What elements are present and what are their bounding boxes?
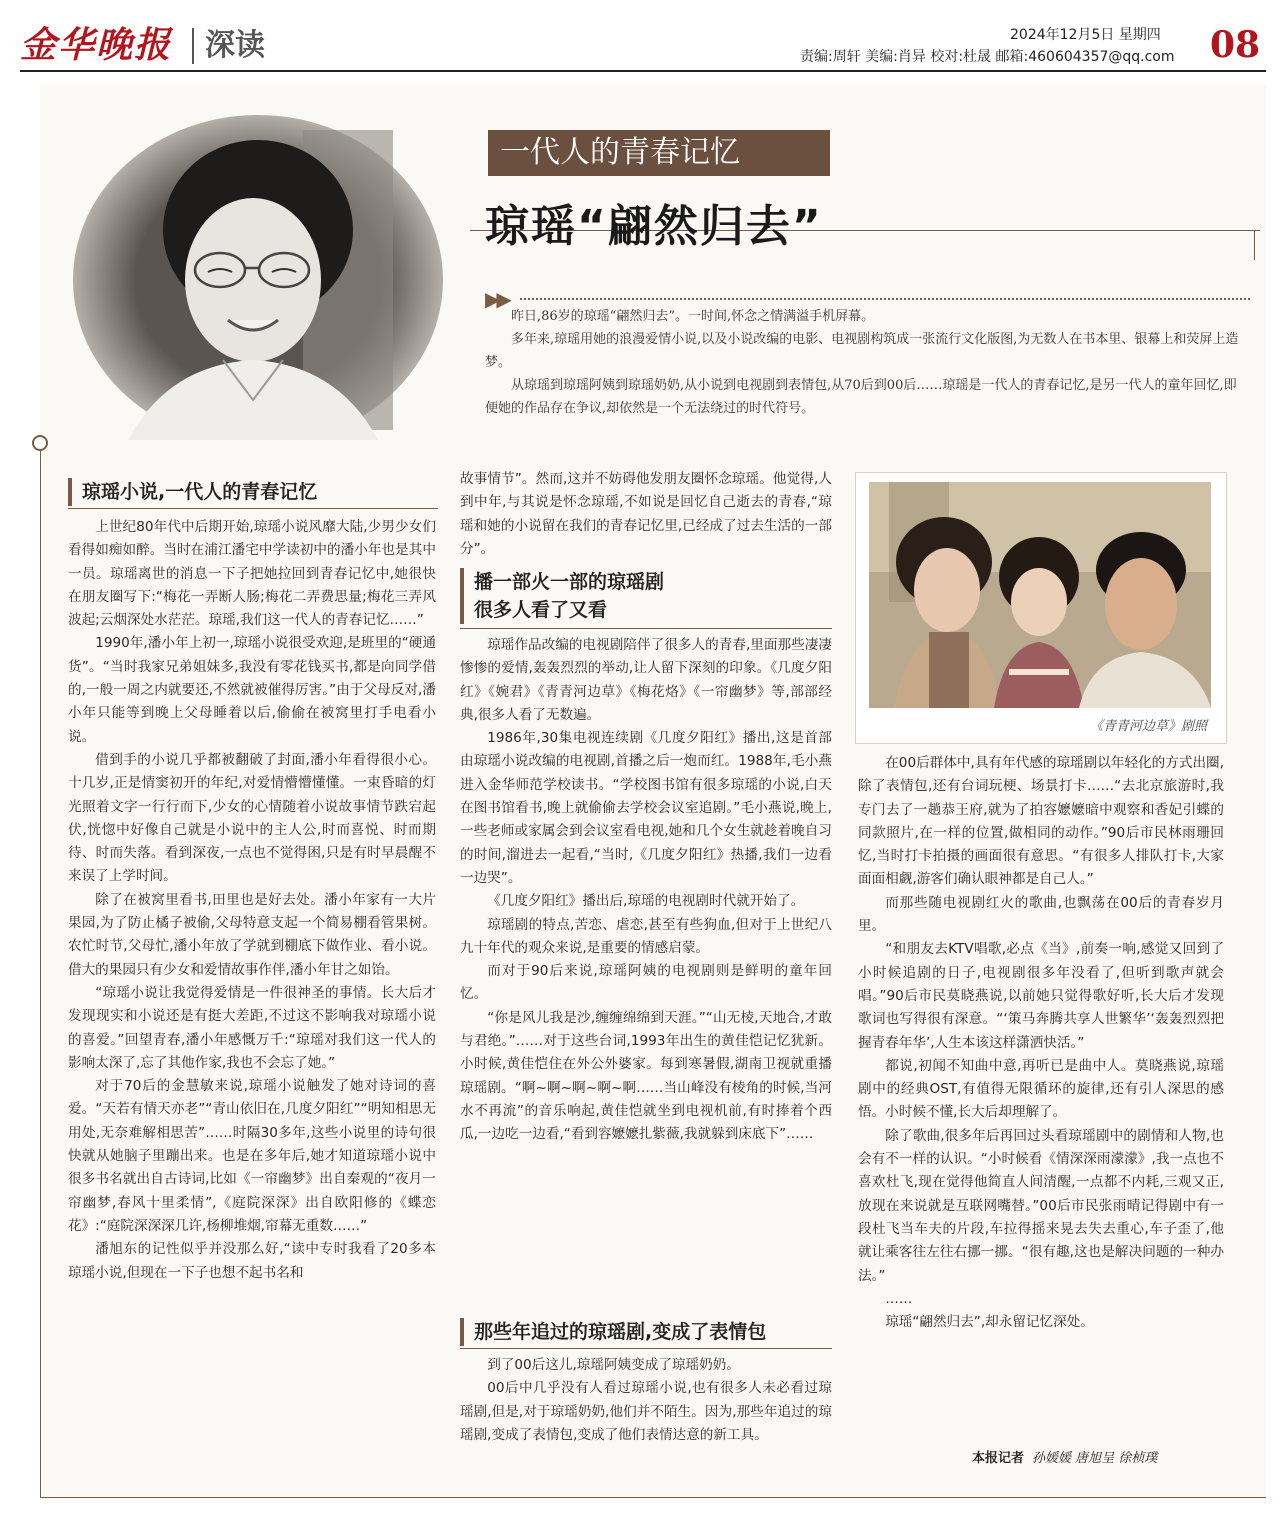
masthead-logo: 金华晚报 bbox=[20, 24, 173, 66]
decorative-rule bbox=[40, 447, 41, 1497]
intro-paragraph: 昨日,86岁的琼瑶“翩然归去”。一时间,怀念之情满溢手机屏幕。 bbox=[511, 309, 875, 324]
body-paragraph: 潘旭东的记性似乎并没那么好,“读中专时我看了20多本琼瑶小说,但现在一下子也想不起书名和 bbox=[68, 1241, 436, 1281]
body-paragraph: 在00后群体中,具有年代感的琼瑶剧以年轻化的方式出圈,除了表情包,还有台词玩梗、场景打卡……“去北京旅游时,我专门去了一趟恭王府,就为了拍容嬷嬷暗中观察和香妃引蝶的同款照片,在一样的位置,做相同的动作。”90后市民林雨珊回忆,当时打卡拍摄的画面很有意思。“有很多人排队打卡,大家面面相觑,游客们确认眼神都是自己人。” bbox=[858, 755, 1224, 888]
section-heading: 那些年追过的琼瑶剧,变成了表情包 bbox=[460, 1318, 846, 1346]
body-paragraph: …… bbox=[885, 1290, 913, 1307]
issue-date: 2024年12月5日 星期四 bbox=[1010, 27, 1161, 43]
body-paragraph: 对于70后的金慧敏来说,琼瑶小说触发了她对诗词的喜爱。“天若有情天亦老”“青山依旧在,几度夕阳红”“明知相思无用处,无奈难解相思苦”……时隔30多年,这些小说里的诗句很快就从她脑子里蹦出来。也是在多年后,她才知道琼瑶小说中很多书名就出自古诗词,比如《一帘幽梦》出自秦观的“夜月一帘幽梦,春风十里柔情”,《庭院深深》出自欧阳修的《蝶恋花》:“庭院深深深几许,杨柳堆烟,帘幕无重数……” bbox=[68, 1078, 436, 1234]
column-1 bbox=[68, 516, 436, 1285]
byline-label: 本报记者 bbox=[972, 1451, 1025, 1466]
body-paragraph: 而对于90后来说,琼瑶阿姨的电视剧则是鲜明的童年回忆。 bbox=[460, 963, 832, 1003]
heading-rule bbox=[460, 1348, 832, 1349]
body-paragraph: 00后中几乎没有人看过琼瑶小说,也有很多人未必看过琼瑶剧,但是,对于琼瑶奶奶,他们并不陌生。因为,那些年追过的琼瑶剧,变成了表情包,变成了他们表情达意的新工具。 bbox=[460, 1380, 832, 1443]
decorative-circle-icon bbox=[32, 435, 48, 451]
double-arrow-icon: ▶▶ bbox=[485, 287, 508, 311]
decorative-rule bbox=[1254, 230, 1255, 260]
body-paragraph: 琼瑶“翩然归去”,却永留记忆深处。 bbox=[885, 1314, 1094, 1331]
body-paragraph: “琼瑶小说让我觉得爱情是一件很神圣的事情。长大后才发现现实和小说还是有挺大差距,不过这不影响我对琼瑶小说的喜爱。”回望青春,潘小年感慨万千:“琼瑶对我们这一代人的影响太深了,忘了其他作家,我也不会忘了她。” bbox=[68, 984, 436, 1071]
body-paragraph: 故事情节”。然而,这并不妨碍他发朋友圈怀念琼瑶。他觉得,人到中年,与其说是怀念琼瑶,不如说是回忆自己逝去的青春,“琼瑶和她的小说留在我们的青春记忆里,已经成了过去生活的一部分”。 bbox=[460, 471, 832, 557]
body-paragraph: 除了在被窝里看书,田里也是好去处。潘小年家有一大片果园,为了防止橘子被偷,父母特意支起一个简易棚看管果树。农忙时节,父母忙,潘小年放了学就到棚底下做作业、看小说。借大的果园只有少女和爱情故事作伴,潘小年甘之如饴。 bbox=[68, 891, 436, 978]
body-paragraph: 《几度夕阳红》播出后,琼瑶的电视剧时代就开始了。 bbox=[487, 893, 805, 910]
body-paragraph: 1986年,30集电视连续剧《几度夕阳红》播出,这是首部由琼瑶小说改编的电视剧,首播之后一炮而红。1988年,毛小燕进入金华师范学校读书。“学校图书馆有很多琼瑶的小说,白天在图书馆看书,晚上就偷偷去学校会议室追剧。”毛小燕说,晚上,一些老师或家属会到会议室看电视,她和几个女生就趁着晚自习的时间,溜进去一起看,“当时,《几度夕阳红》热播,我们一边看一边哭”。 bbox=[460, 730, 832, 886]
body-paragraph: “你是风儿我是沙,缠缠绵绵到天涯。”“山无棱,天地合,才敢与君绝。”……对于这些台词,1993年出生的黄佳恺记忆犹新。小时候,黄佳恺住在外公外婆家。每到寒暑假,湖南卫视就重播琼瑶剧。“啊~啊~啊~啊~啊……当山峰没有棱角的时候,当河水不再流”的音乐响起,黄佳恺就坐到电视机前,有时捧着个西瓜,一边吃一边看,“看到容嬷嬷扎紫薇,我就躲到床底下”…… bbox=[460, 1009, 832, 1143]
newspaper-masthead bbox=[20, 22, 200, 68]
column-3 bbox=[858, 752, 1224, 1334]
kicker-banner: 一代人的青春记忆 bbox=[488, 130, 830, 176]
header-rule bbox=[20, 70, 1266, 72]
body-paragraph: 而那些随电视剧红火的歌曲,也飘荡在00后的青春岁月里。 bbox=[858, 894, 1224, 935]
section-heading-line: 播一部火一部的琼瑶剧 bbox=[474, 571, 665, 593]
body-paragraph: 除了歌曲,很多年后再回过头看琼瑶剧中的剧情和人物,也会有不一样的认识。“小时候看《情深深雨濛濛》,我一点也不喜欢杜飞,现在觉得他简直人间清醒,一点都不内耗,三观又正,放现在来说就是互联网嘴替。”00后市民张雨晴记得剧中有一段杜飞当车夫的片段,车拉得摇来晃去失去重心,车子歪了,他就让乘客往左往右挪一挪。“很有趣,这也是解决问题的一种办法。” bbox=[858, 1127, 1224, 1284]
section-heading bbox=[460, 568, 846, 624]
heading-rule bbox=[68, 508, 438, 509]
dotted-rule bbox=[520, 298, 1250, 300]
column-2-continuation bbox=[460, 468, 832, 561]
body-paragraph: “和朋友去KTV唱歌,必点《当》,前奏一响,感觉又回到了小时候追剧的日子,电视剧很多年没看了,但听到歌声就会唱。”90后市民莫晓燕说,以前她只觉得歌好听,长大后才发现歌词也写得很有深意。“‘策马奔腾共享人世繁华’‘轰轰烈烈把握青春年华’,人生本该这样潇洒快活。” bbox=[858, 941, 1224, 1051]
intro-paragraph: 多年来,琼瑶用她的浪漫爱情小说,以及小说改编的电影、电视剧构筑成一张流行文化版图,为无数人在书本里、银幕上和荧屏上造梦。 bbox=[485, 332, 1239, 370]
section-name: 深读 bbox=[205, 28, 265, 63]
portrait-photo bbox=[58, 110, 448, 440]
column-2 bbox=[460, 634, 832, 1147]
header-divider bbox=[192, 28, 194, 64]
article-intro bbox=[485, 305, 1245, 420]
byline-names: 孙媛媛 唐旭呈 徐桢璞 bbox=[1032, 1451, 1158, 1466]
body-paragraph: 琼瑶剧的特点,苦恋、虐恋,甚至有些狗血,但对于上世纪八九十年代的观众来说,是重要的情感启蒙。 bbox=[460, 916, 832, 956]
section-heading: 琼瑶小说,一代人的青春记忆 bbox=[68, 478, 452, 506]
photo-caption: 《青青河边草》剧照 bbox=[1090, 719, 1208, 734]
decorative-rule bbox=[40, 1497, 1266, 1498]
body-paragraph: 到了00后这儿,琼瑶阿姨变成了琼瑶奶奶。 bbox=[487, 1357, 740, 1373]
drama-still-photo bbox=[869, 482, 1211, 708]
body-paragraph: 上世纪80年代中后期开始,琼瑶小说风靡大陆,少男少女们看得如痴如醉。当时在浦江潘宅中学读初中的潘小年也是其中一员。琼瑶离世的消息一下子把她拉回到青春记忆中,她很快在朋友圈写下:“梅花一弄断人肠;梅花二弄费思量;梅花三弄风波起;云烟深处水茫茫。琼瑶,我们这一代人的青春记忆……” bbox=[68, 519, 436, 629]
page-number: 08 bbox=[1210, 24, 1261, 66]
body-paragraph: 1990年,潘小年上初一,琼瑶小说很受欢迎,是班里的“硬通货”。“当时我家兄弟姐妹多,我没有零花钱买书,都是向同学借的,一般一周之内就要还,不然就被催得厉害。”由于父母反对,潘小年只能等到晚上父母睡着以后,偷偷在被窝里打手电看小说。 bbox=[68, 635, 436, 745]
byline bbox=[972, 1447, 1157, 1466]
body-paragraph: 借到手的小说几乎都被翻破了封面,潘小年看得很小心。十几岁,正是情窦初开的年纪,对爱情懵懵懂懂。一束昏暗的灯光照着文字一行行而下,少女的心情随着小说故事情节跌宕起伏,恍惚中好像自己就是小说中的主人公,时而喜悦、时而期待、时而失落。看到深夜,一点也不觉得困,只是有时早晨醒不来误了上学时间。 bbox=[68, 751, 436, 885]
body-paragraph: 都说,初闻不知曲中意,再听已是曲中人。莫晓燕说,琼瑶剧中的经典OST,有值得无限循环的旋律,还有引人深思的感悟。小时候不懂,长大后却理解了。 bbox=[858, 1057, 1224, 1121]
section-heading-line: 很多人看了又看 bbox=[474, 599, 608, 621]
intro-paragraph: 从琼瑶到琼瑶阿姨到琼瑶奶奶,从小说到电视剧到表情包,从70后到00后……琼瑶是一代人的青春记忆,是另一代人的童年回忆,即便她的作品存在争议,却依然是一个无法绕过的时代符号。 bbox=[485, 378, 1237, 416]
body-paragraph: 琼瑶作品改编的电视剧陪伴了很多人的青春,里面那些凄凄惨惨的爱情,轰轰烈烈的举动,让人留下深刻的印象。《几度夕阳红》《婉君》《青青河边草》《梅花烙》《一帘幽梦》等,部部经典,很多人看了无数遍。 bbox=[460, 637, 832, 723]
editors-credit: 责编:周轩 美编:肖异 校对:杜晟 邮箱:460604357@qq.com bbox=[800, 49, 1175, 65]
column-2-bottom bbox=[460, 1354, 832, 1447]
headline: 琼瑶“翩然归去” bbox=[485, 201, 823, 252]
